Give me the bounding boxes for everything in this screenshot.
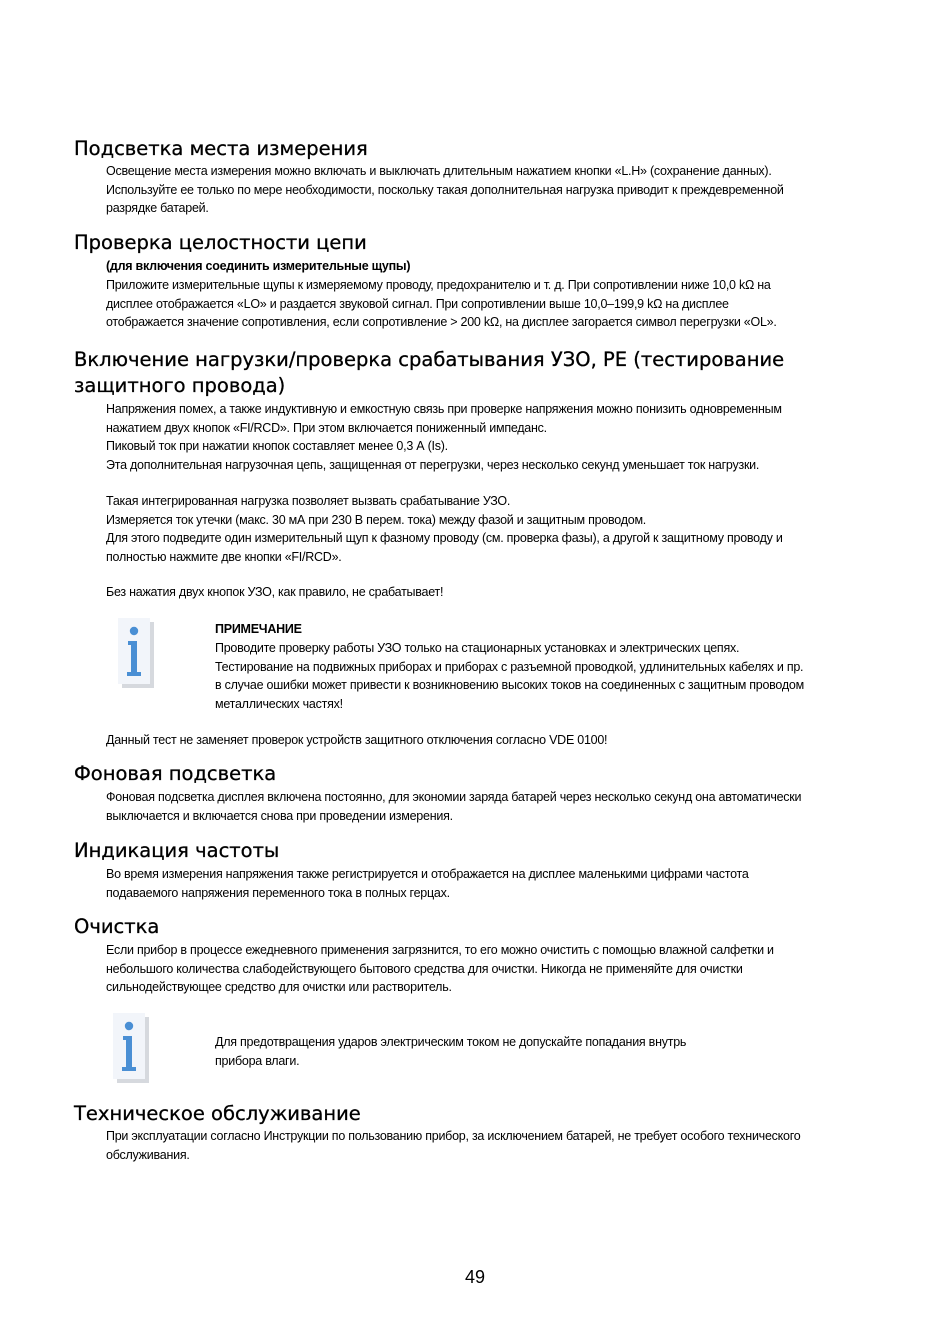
text-line: разрядке батарей. [106,201,209,216]
text-line: Проводите проверку работы УЗО только на стационарных установках и электрических цепях. [215,641,740,655]
text-line: отображается значение сопротивления, если сопротивление > 200 kΩ, на дисплее загорается символ перегрузки «OL». [106,315,777,330]
text-line: полностью нажмите две кнопки «FI/RCD». [106,549,342,564]
text-line: подаваемого напряжения переменного тока в полных герцах. [106,885,450,900]
paragraph-measurement-light [106,162,784,218]
paragraph-backlight [106,788,801,825]
note-text [215,639,804,713]
text-line: Освещение места измерения можно включать и выключать длительным нажатием кнопки «L.H» (сохранение данных). [106,164,772,178]
text-line: При эксплуатации согласно Инструкции по пользованию прибор, за исключением батарей, не требует особого технического [106,1129,801,1143]
note-heading: ПРИМЕЧАНИЕ [215,622,302,636]
text-line: Для предотвращения ударов электрическим током не допускайте попадания внутрь [215,1035,687,1049]
heading-line: защитного провода) [74,374,286,397]
text-line: Во время измерения напряжения также регистрируется и отображается на дисплее маленькими цифрами частота [106,867,749,881]
info-icon [113,1013,149,1083]
paragraph-rcd-1 [106,400,782,474]
text-line: металлических частях! [215,696,343,711]
text-line: Если прибор в процессе ежедневного применения загрязнится, то его можно очистить с помощью влажной салфетки и [106,943,774,957]
text-line: обслуживания. [106,1147,190,1162]
heading-backlight: Фоновая подсветка [74,762,277,785]
heading-cleaning: Очистка [74,915,160,938]
text-line: Измеряется ток утечки (макс. 30 мА при 230 В перем. тока) между фазой и защитным проводом. [106,512,647,527]
paragraph-continuity [106,276,777,332]
paragraph-rcd-3: Без нажатия двух кнопок УЗО, как правило, не срабатывает! [106,585,444,599]
text-line: Приложите измерительные щупы к измеряемому проводу, предохранителю и т. д. При сопротивлении ниже 10,0 kΩ на [106,278,771,292]
text-line: Эта дополнительная нагрузочная цепь, защищенная от перегрузки, через несколько секунд уменьшает ток нагрузки. [106,457,760,472]
heading-line: Включение нагрузки/проверка срабатывания УЗО, PE (тестирование [74,348,785,371]
heading-frequency: Индикация частоты [74,839,280,862]
cleaning-note-text [215,1033,686,1070]
heading-maintenance: Техническое обслуживание [74,1102,361,1125]
text-line: Фоновая подсветка дисплея включена постоянно, для экономии заряда батарей через несколько секунд она автоматически [106,790,802,804]
heading-rcd-test [74,347,784,399]
paragraph-rcd-2 [106,492,783,566]
page-number: 49 [464,1267,486,1287]
text-line: сильнодействующее средство для очистки или растворитель. [106,980,452,995]
text-line: дисплее отображается «LO» и раздается звуковой сигнал. При сопротивлении выше 10,0–199,9 kΩ на дисплее [106,296,729,311]
text-line: Для этого подведите один измерительный щуп к фазному проводу (см. проверка фазы), а другой к защитному проводу и [106,531,783,546]
paragraph-maintenance [106,1127,800,1164]
text-line: Тестирование на подвижных приборах и приборах с разъемной проводкой, удлинительных кабелях и пр. [215,659,804,674]
continuity-subtitle: (для включения соединить измерительные щупы) [106,259,411,273]
text-line: Такая интегрированная нагрузка позволяет вызвать срабатывание УЗО. [106,494,511,508]
heading-measurement-light: Подсветка места измерения [74,137,368,160]
text-line: в случае ошибки может привести к возникновению высоких токов на соединенных с защитным проводом [215,678,804,693]
text-line: Пиковый ток при нажатии кнопок составляет менее 0,3 А (Is). [106,439,448,454]
paragraph-cleaning [106,941,774,997]
text-line: Напряжения помех, а также индуктивную и емкостную связь при проверке напряжения можно понизить одновременным [106,402,782,416]
paragraph-rcd-4: Данный тест не заменяет проверок устройств защитного отключения согласно VDE 0100! [106,733,608,747]
text-line: прибора влаги. [215,1053,300,1068]
info-icon [118,618,154,688]
text-line: выключается и включается снова при проведении измерения. [106,808,453,823]
text-line: небольшого количества слабодействующего бытового средства для очистки. Никогда не применяйте для очистки [106,961,743,976]
paragraph-frequency [106,865,749,902]
text-line: Используйте ее только по мере необходимости, поскольку такая дополнительная нагрузка приводит к преждевременной [106,182,784,197]
text-line: нажатием двух кнопок «FI/RCD». При этом включается пониженный импеданс. [106,420,547,435]
heading-continuity-test: Проверка целостности цепи [74,231,367,254]
